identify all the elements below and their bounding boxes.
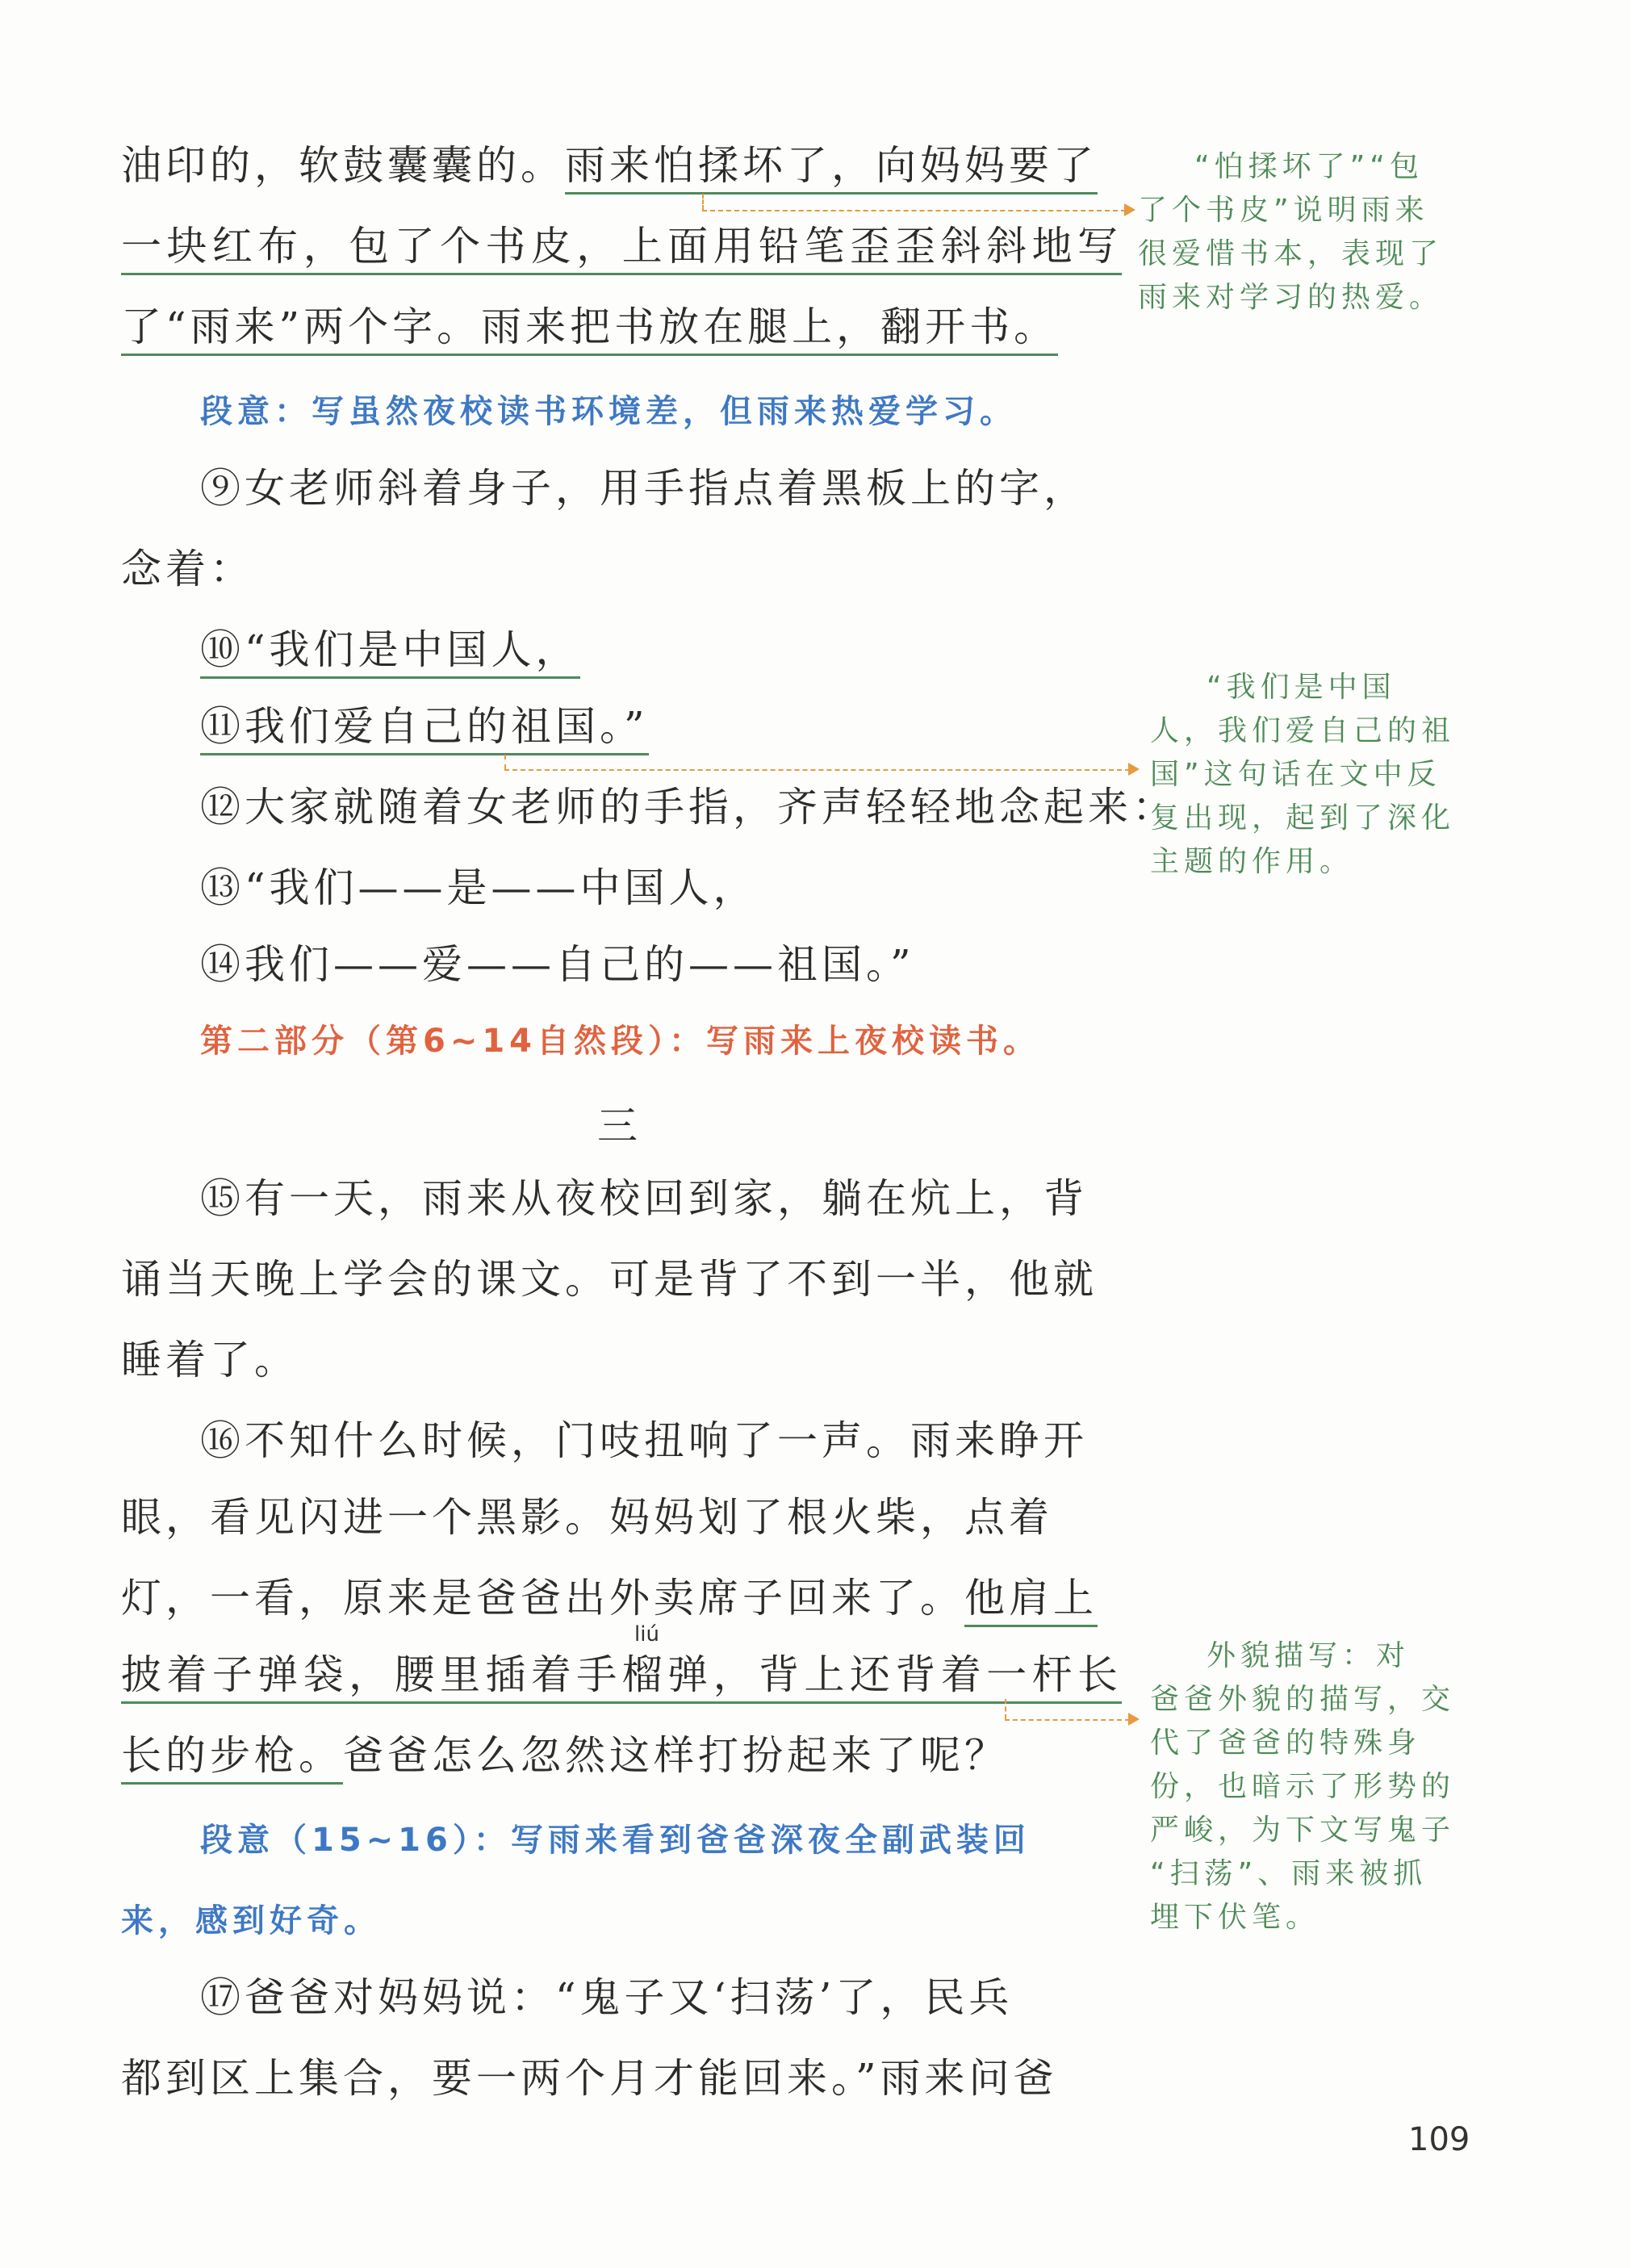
text-segment: 睡着了。 xyxy=(121,1337,299,1383)
text-segment: ⑨女老师斜着身子，用手指点着黑板上的字， xyxy=(200,465,1088,512)
part-summary: 第二部分（第6~14自然段）：写雨来上夜校读书。 xyxy=(200,1023,1041,1060)
leader-line xyxy=(702,194,704,210)
underlined-text: ⑪我们爱自己的祖国。” xyxy=(200,703,649,755)
text-segment: 念着： xyxy=(121,546,254,592)
text-segment: 爸爸怎么忽然这样打扮起来了呢？ xyxy=(343,1732,1009,1779)
text-segment: 油印的，软鼓囊囊的。 xyxy=(121,142,565,189)
underlined-text: 一块红布，包了个书皮，上面用铅笔歪歪斜斜地写 xyxy=(121,223,1122,275)
leader-line xyxy=(1005,1719,1130,1721)
text-segment: 诵当天晚上学会的课文。可是背了不到一半，他就 xyxy=(121,1256,1098,1303)
paragraph-summary-2: 段意（15~16）：写雨来看到爸爸深夜全副武装回 xyxy=(200,1822,1031,1859)
text-segment: ⑰爸爸对妈妈说：“鬼子又‘扫荡’了，民兵 xyxy=(200,1974,1014,2021)
text-segment: ⑯不知什么时候，门吱扭响了一声。雨来睁开 xyxy=(200,1417,1088,1464)
underlined-text: 他肩上 xyxy=(964,1575,1098,1627)
page-number: 109 xyxy=(1408,2121,1470,2158)
text-segment: ⑫大家就随着女老师的手指，齐声轻轻地念起来： xyxy=(200,784,1177,831)
text-segment: ⑮有一天，雨来从夜校回到家，躺在炕上，背 xyxy=(200,1175,1088,1222)
arrow-icon xyxy=(1128,1713,1140,1726)
text-line-6 xyxy=(200,626,1201,674)
text-line-7 xyxy=(200,702,1201,751)
text-line-8 xyxy=(200,783,1201,831)
text-segment: 眼，看见闪进一个黑影。妈妈划了根火柴，点着 xyxy=(121,1494,1053,1541)
text-line-20 xyxy=(121,2054,1122,2103)
paragraph-summary-2b: 来，感到好奇。 xyxy=(121,1902,381,1940)
leader-line xyxy=(504,769,1130,771)
side-note-1: “怕揉坏了”“包 了个书皮”说明雨来 很爱惜书本，表现了 雨来对学习的热爱。 xyxy=(1138,150,1444,314)
text-line-14 xyxy=(200,1416,1201,1465)
text-line-5 xyxy=(121,545,1122,593)
section-number: 三 xyxy=(597,1103,638,1149)
side-note-2: “我们是中国 人，我们爱自己的祖 国”这句话在文中反 复出现，起到了深化 主题的作用。 xyxy=(1150,671,1456,878)
text-line-13 xyxy=(121,1336,1122,1384)
text-line-4 xyxy=(200,464,1201,513)
text-segment: 都到区上集合，要一两个月才能回来。”雨来问爸 xyxy=(121,2055,1058,2102)
text-segment: ⑬“我们——是——中国人， xyxy=(200,864,758,911)
arrow-icon xyxy=(1124,203,1135,216)
arrow-icon xyxy=(1128,763,1140,776)
side-note-3: 外貌描写：对 爸爸外貌的描写，交 代了爸爸的特殊身 份，也暗示了形势的 严峻，为下文写鬼子 “扫荡”、雨来被抓 埋下伏笔。 xyxy=(1150,1639,1456,1934)
text-line-16 xyxy=(121,1574,1122,1622)
pinyin-annotation: liú xyxy=(634,1622,659,1647)
text-segment: ⑭我们——爱——自己的——祖国。” xyxy=(200,941,915,988)
leader-line xyxy=(702,210,1126,211)
paragraph-summary-1: 段意：写虽然夜校读书环境差，但雨来热爱学习。 xyxy=(200,393,1017,430)
text-line-10 xyxy=(200,940,1201,989)
text-line-19 xyxy=(200,1973,1201,2022)
underlined-text: 雨来怕揉坏了，向妈妈要了 xyxy=(565,142,1098,195)
underlined-text: ⑩“我们是中国人， xyxy=(200,626,580,679)
leader-line xyxy=(504,755,506,769)
text-line-2 xyxy=(121,222,1122,270)
underlined-text: 披着子弹袋，腰里插着手榴弹，背上还背着一杆长 xyxy=(121,1651,1122,1704)
text-line-9 xyxy=(200,864,1201,912)
underlined-text: 了“雨来”两个字。 xyxy=(121,303,481,356)
text-line-17 xyxy=(121,1651,1122,1699)
text-line-3 xyxy=(121,303,1122,351)
text-line-18 xyxy=(121,1731,1122,1780)
text-line-15 xyxy=(121,1493,1122,1542)
text-line-12 xyxy=(121,1255,1122,1303)
underlined-text: 雨来把书放在腿上，翻开书。 xyxy=(481,303,1058,356)
text-line-11 xyxy=(200,1174,1201,1223)
underlined-text: 长的步枪。 xyxy=(121,1732,343,1785)
leader-line xyxy=(1005,1699,1006,1719)
text-segment: 灯，一看，原来是爸爸出外卖席子回来了。 xyxy=(121,1575,964,1621)
text-line-1 xyxy=(121,141,1122,190)
